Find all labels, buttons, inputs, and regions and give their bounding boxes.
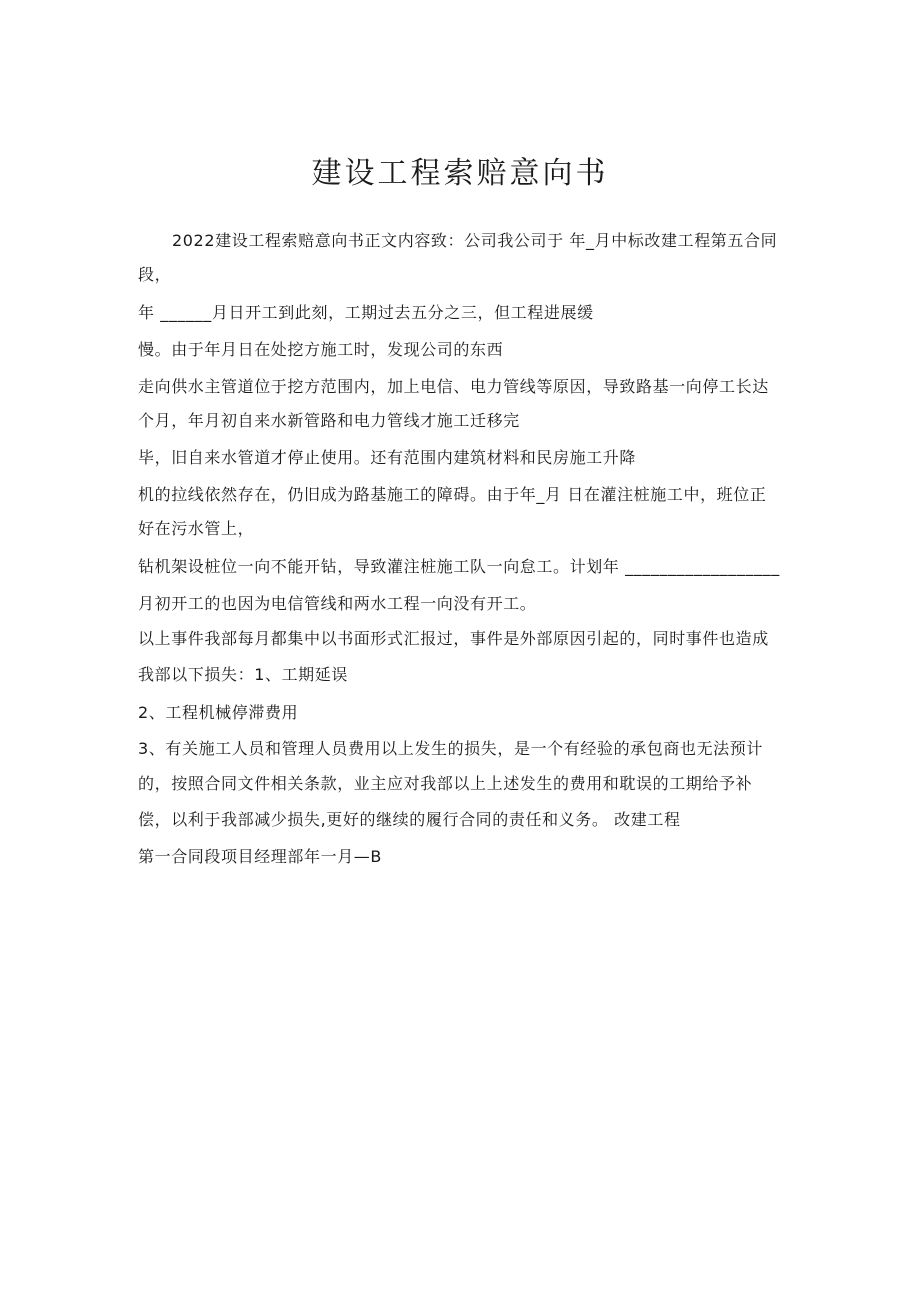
- body-line: 毕，旧自来水管道才停止使用。还有范围内建筑材料和民房施工升降: [138, 448, 637, 467]
- body-line: 慢。由于年月日在处挖方施工时，发现公司的东西: [138, 340, 504, 359]
- body-line: 年 ______月日开工到此刻，工期过去五分之三，但工程进展缓: [138, 303, 594, 322]
- body-line: 走向供水主管道位于挖方范围内，加上电信、电力管线等原因，导致路基一向停工长达: [138, 377, 769, 396]
- body-line: 第一合同段项目经理部年一月—B: [138, 847, 382, 866]
- body-line: 2、工程机械停滞费用: [138, 703, 299, 722]
- body-line: 月初开工的也因为电信管线和两水工程一向没有开工。: [138, 594, 537, 613]
- body-line: 2022建设工程索赔意向书正文内容致：公司我公司于 年_月中标改建工程第五合同: [172, 231, 778, 250]
- body-line: 机的拉线依然存在，仍旧成为路基施工的障碍。由于年_月 日在灌注桩施工中，班位正: [138, 485, 767, 504]
- document-title: 建设工程索赔意向书: [311, 156, 609, 191]
- body-line: 我部以下损失：1、工期延误: [138, 665, 348, 684]
- body-line: 段，: [138, 265, 172, 284]
- body-line: 的，按照合同文件相关条款，业主应对我部以上上述发生的费用和耽误的工期给予补: [138, 774, 753, 793]
- body-line: 个月，年月初自来水新管路和电力管线才施工迁移完: [138, 411, 520, 430]
- body-line: 好在污水管上，: [138, 519, 255, 538]
- body-line: 偿，以利于我部减少损失,更好的继续的履行合同的责任和义务。 改建工程: [138, 810, 681, 829]
- body-line: 钻机架设桩位一向不能开钻，导致灌注桩施工队一向怠工。计划年 __________________: [138, 557, 780, 576]
- body-line: 以上事件我部每月都集中以书面形式汇报过，事件是外部原因引起的，同时事件也造成: [138, 629, 769, 648]
- body-line: 3、有关施工人员和管理人员费用以上发生的损失，是一个有经验的承包商也无法预计: [138, 739, 763, 758]
